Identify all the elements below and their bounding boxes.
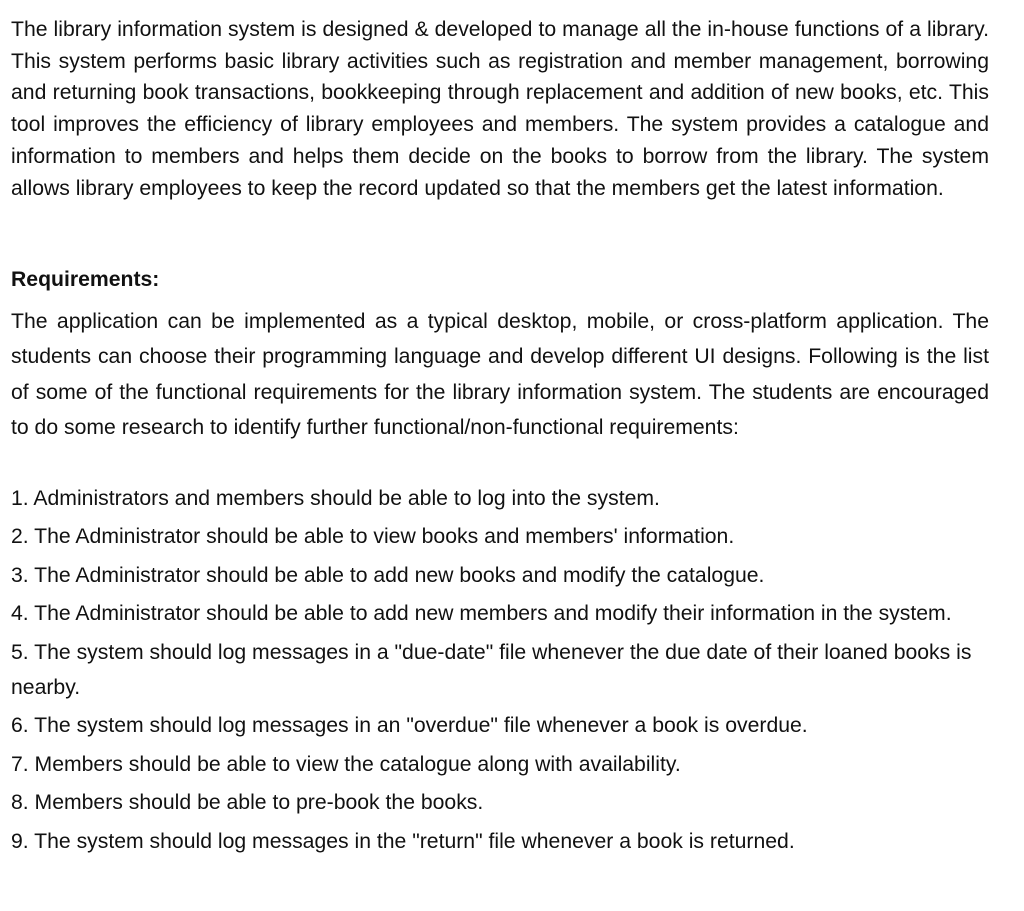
requirement-item-7: 7. Members should be able to view the catalogue along with availability. <box>11 752 681 776</box>
requirements-paragraph: The application can be implemented as a typical desktop, mobile, or cross-platform application. The students can choose their programming language and develop different UI designs. Following is the list of some of the functional requirements for the library information system. The students are encouraged to do some research to identify further functional/non-functional requirements: <box>11 310 989 440</box>
requirement-item-9: 9. The system should log messages in the "return" file whenever a book is returned. <box>11 829 795 853</box>
requirement-item-4: 4. The Administrator should be able to add new members and modify their information in the system. <box>11 602 952 626</box>
requirement-item-8: 8. Members should be able to pre-book the books. <box>11 791 484 815</box>
requirement-item-1: 1. Administrators and members should be able to log into the system. <box>11 487 660 510</box>
document-page <box>11 14 989 853</box>
intro-paragraph: The library information system is designed & developed to manage all the in-house functions of a library. This system performs basic library activities such as registration and member management, borrowing and returning book transactions, bookkeeping through replacement and addition of new books, etc. This tool improves the efficiency of library employees and members. The system provides a catalogue and information to members and helps them decide on the books to borrow from the library. The system allows library employees to keep the record updated so that the members get the latest information. <box>11 18 989 200</box>
requirement-item-5: 5. The system should log messages in a "due-date" file whenever the due date of their loaned books is nearby. <box>11 640 972 700</box>
requirement-item-6: 6. The system should log messages in an "overdue" file whenever a book is overdue. <box>11 714 808 738</box>
requirement-item-3: 3. The Administrator should be able to add new books and modify the catalogue. <box>11 563 765 587</box>
requirement-item-2: 2. The Administrator should be able to view books and members' information. <box>11 525 735 549</box>
requirements-heading: Requirements: <box>11 268 160 291</box>
requirements-list <box>11 481 989 862</box>
